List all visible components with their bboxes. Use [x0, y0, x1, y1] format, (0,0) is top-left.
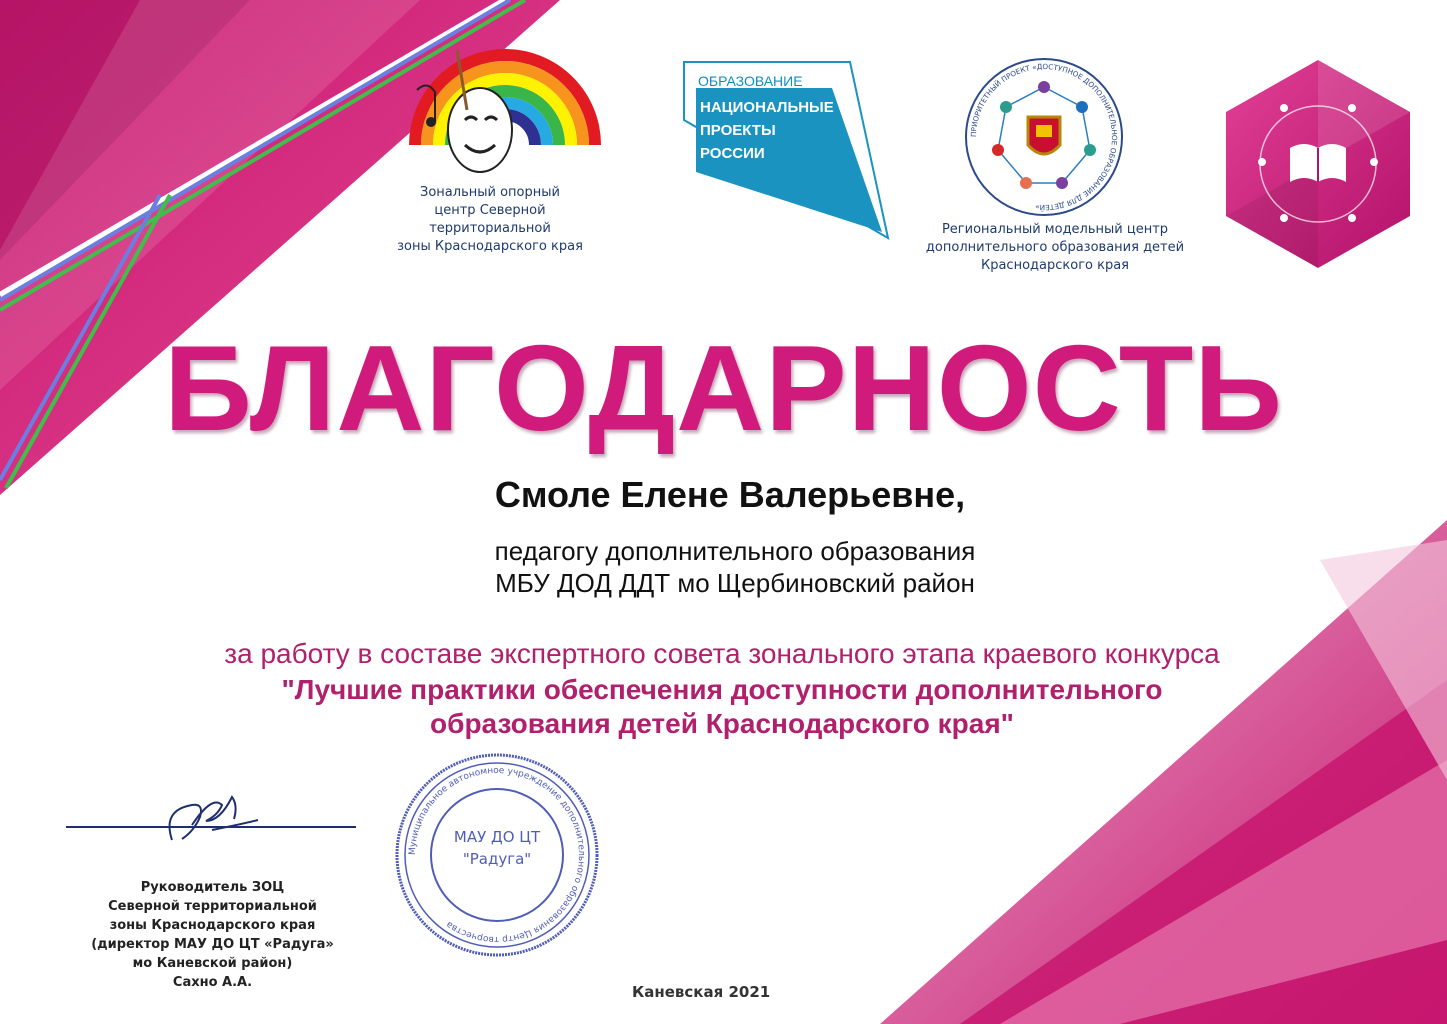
position-line: МБУ ДОД ДДТ мо Щербиновский район: [495, 568, 975, 598]
stamp-ring-text: Муниципальное автономное учреждение дополнительного образования Центр творчества: [407, 765, 587, 945]
signer-line: (директор МАУ ДО ЦТ «Радуга»: [91, 937, 334, 952]
signer-line: Северной территориальной: [108, 899, 317, 914]
signature: [62, 785, 362, 855]
caption-line: дополнительного образования детей: [925, 240, 1185, 255]
place-year: Каневская 2021: [632, 983, 771, 1001]
hexagon-logo: [1224, 58, 1412, 270]
stamp-center-line: "Радуга": [462, 850, 532, 868]
recipient-position: [0, 535, 1447, 599]
contest-name: [0, 673, 1444, 741]
certificate-title: БЛАГОДАРНОСТЬ: [164, 320, 1283, 456]
open-book-icon: [1290, 144, 1346, 182]
zonal-center-logo: [395, 30, 605, 185]
national-projects-label: ОБРАЗОВАНИЕ: [698, 73, 803, 89]
signer-line: мо Каневской район): [132, 956, 293, 971]
caption-line: центр Северной: [434, 203, 546, 218]
caption-line: Краснодарского края: [980, 258, 1129, 273]
stamp-center-line: МАУ ДО ЦТ: [453, 828, 541, 846]
regional-center-ring-text: ПРИОРИТЕТНЫЙ ПРОЕКТ «ДОСТУПНОЕ ДОПОЛНИТЕЛЬНОЕ ОБРАЗОВАНИЕ ДЛЯ ДЕТЕЙ»: [968, 61, 1120, 213]
signer-line: зоны Краснодарского края: [109, 918, 316, 933]
award-reason: за работу в составе экспертного совета зонального этапа краевого конкурса: [224, 638, 1220, 669]
contest-line: "Лучшие практики обеспечения доступности дополнительного: [281, 674, 1163, 705]
contest-line: образования детей Краснодарского края": [430, 708, 1014, 739]
caption-line: Зональный опорный: [420, 185, 560, 200]
national-projects-line: РОССИИ: [700, 145, 765, 162]
signer-line: Руководитель ЗОЦ: [140, 880, 285, 895]
official-stamp: [392, 750, 602, 960]
caption-line: Региональный модельный центр: [941, 222, 1169, 237]
caption-line: зоны Краснодарского края: [397, 239, 583, 254]
national-projects-lines: [700, 96, 834, 165]
recipient-name: Смоле Елене Валерьевне,: [494, 474, 966, 515]
national-projects-line: НАЦИОНАЛЬНЫЕ: [700, 99, 834, 116]
zonal-center-caption: [380, 184, 600, 256]
regional-center-caption: [915, 221, 1195, 275]
caption-line: территориальной: [429, 221, 551, 236]
theatre-mask-icon: [448, 88, 512, 172]
national-projects-line: ПРОЕКТЫ: [700, 122, 776, 139]
position-line: педагогу дополнительного образования: [494, 536, 976, 566]
signer-block: [80, 878, 345, 992]
signer-line: Сахно А.А.: [172, 975, 253, 990]
regional-center-logo: [962, 55, 1127, 220]
